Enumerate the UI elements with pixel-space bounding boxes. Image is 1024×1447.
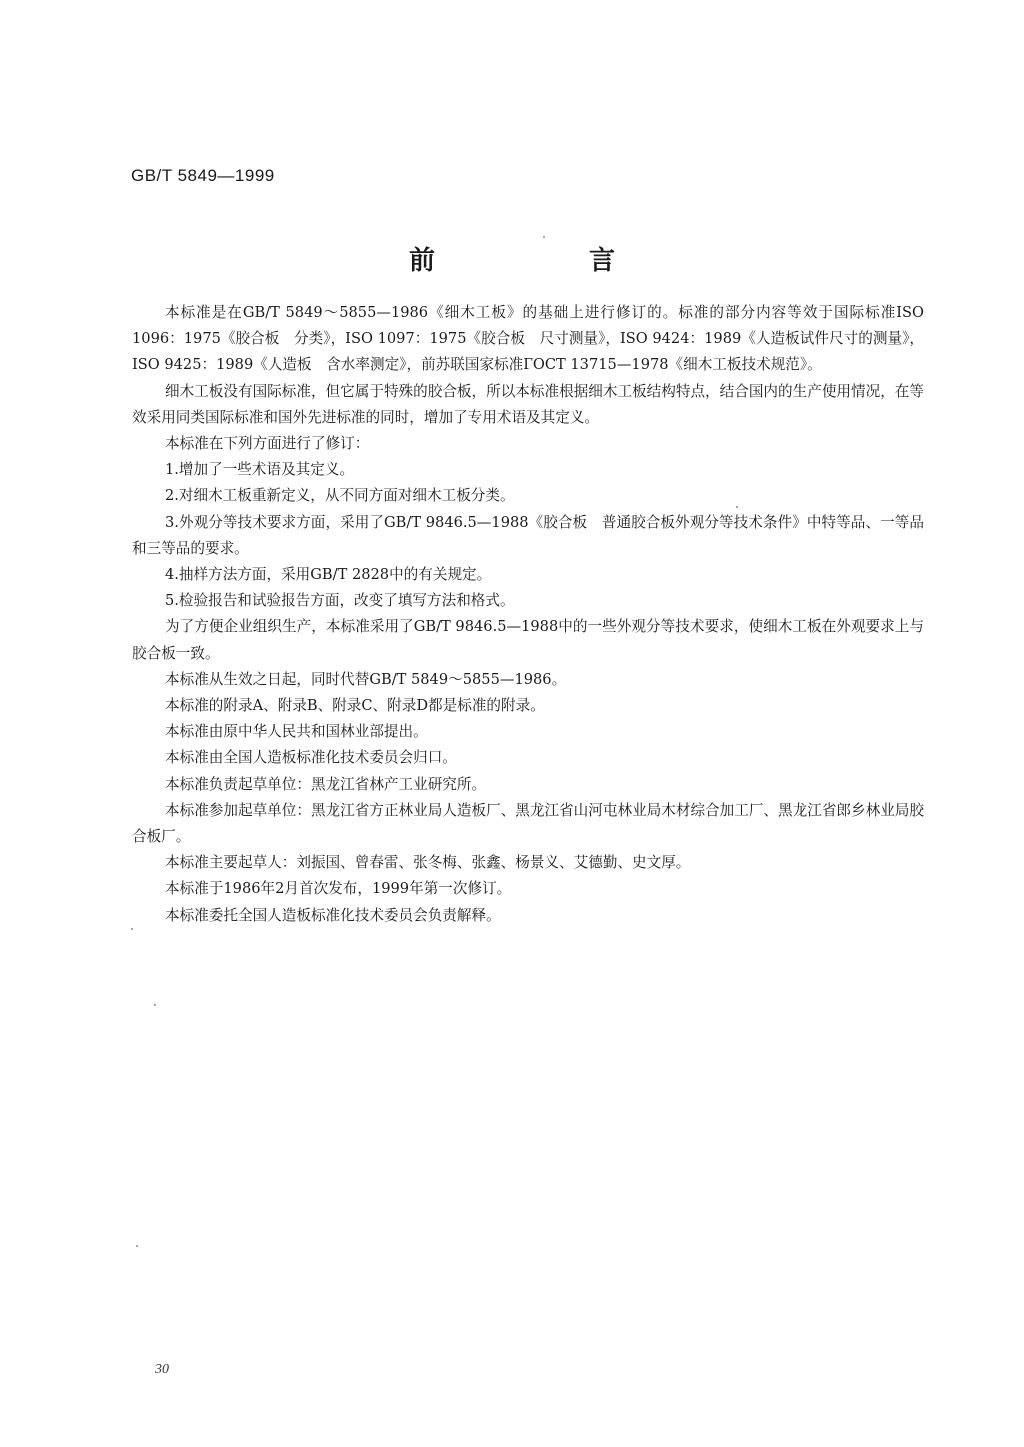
header-standard-code: GB/T 5849—1999: [131, 166, 275, 185]
scan-speck: [131, 928, 133, 930]
scan-speck: [736, 506, 738, 508]
page-title: 前 言: [408, 246, 679, 276]
paragraph: 本标准是在GB/T 5849～5855—1986《细木工板》的基础上进行修订的。标准的部分内容等效于国际标准ISO 1096：1975《胶合板 分类》，ISO 1097：1975《胶合板 尺寸测量》，ISO 9424：1989《人造板试件尺寸的测量》，ISO 9425：1989《人造板 含水率测定》，前苏联国家标准ГОСТ 13715—1978《细木工板技术规范》。: [132, 304, 924, 374]
scan-speck: [543, 236, 545, 238]
paragraph: 本标准委托全国人造板标准化技术委员会负责解释。: [165, 906, 501, 924]
paragraph: 本标准由原中华人民共和国林业部提出。: [165, 723, 428, 741]
list-item: 3.外观分等技术要求方面，采用了GB/T 9846.5—1988《胶合板 普通胶合板外观分等技术条件》中特等品、一等品和三等品的要求。: [132, 513, 924, 557]
paragraph: 本标准主要起草人：刘振国、曾春雷、张冬梅、张鑫、杨景义、艾德勤、史文厚。: [165, 854, 691, 872]
scan-speck: [136, 1245, 138, 1247]
foreword-body: [132, 300, 924, 929]
paragraph: 细木工板没有国际标准，但它属于特殊的胶合板，所以本标准根据细木工板结构特点，结合国内的生产使用情况，在等效采用同类国际标准和国外先进标准的同时，增加了专用术语及其定义。: [132, 382, 924, 426]
list-item: 4.抽样方法方面，采用GB/T 2828中的有关规定。: [165, 566, 492, 584]
paragraph: 为了方便企业组织生产，本标准采用了GB/T 9846.5—1988中的一些外观分等技术要求，使细木工板在外观要求上与胶合板一致。: [132, 618, 924, 662]
paragraph: 本标准在下列方面进行了修订：: [165, 435, 370, 453]
paragraph: 本标准从生效之日起，同时代替GB/T 5849～5855—1986。: [165, 670, 567, 688]
list-item: 1.增加了一些术语及其定义。: [165, 461, 355, 479]
page-number: 30: [155, 1362, 169, 1377]
list-item: 5.检验报告和试验报告方面，改变了填写方法和格式。: [165, 592, 515, 610]
paragraph: 本标准负责起草单位：黑龙江省林产工业研究所。: [165, 775, 487, 793]
paragraph: 本标准于1986年2月首次发布，1999年第一次修订。: [165, 880, 512, 898]
list-item: 2.对细木工板重新定义，从不同方面对细木工板分类。: [165, 487, 515, 505]
paragraph: 本标准参加起草单位：黑龙江省方正林业局人造板厂、黑龙江省山河屯林业局木材综合加工厂、黑龙江省郎乡林业局胶合板厂。: [132, 801, 924, 846]
paragraph: 本标准的附录A、附录B、附录C、附录D都是标准的附录。: [165, 697, 545, 715]
scan-speck: [154, 1004, 156, 1006]
paragraph: 本标准由全国人造板标准化技术委员会归口。: [165, 749, 457, 767]
